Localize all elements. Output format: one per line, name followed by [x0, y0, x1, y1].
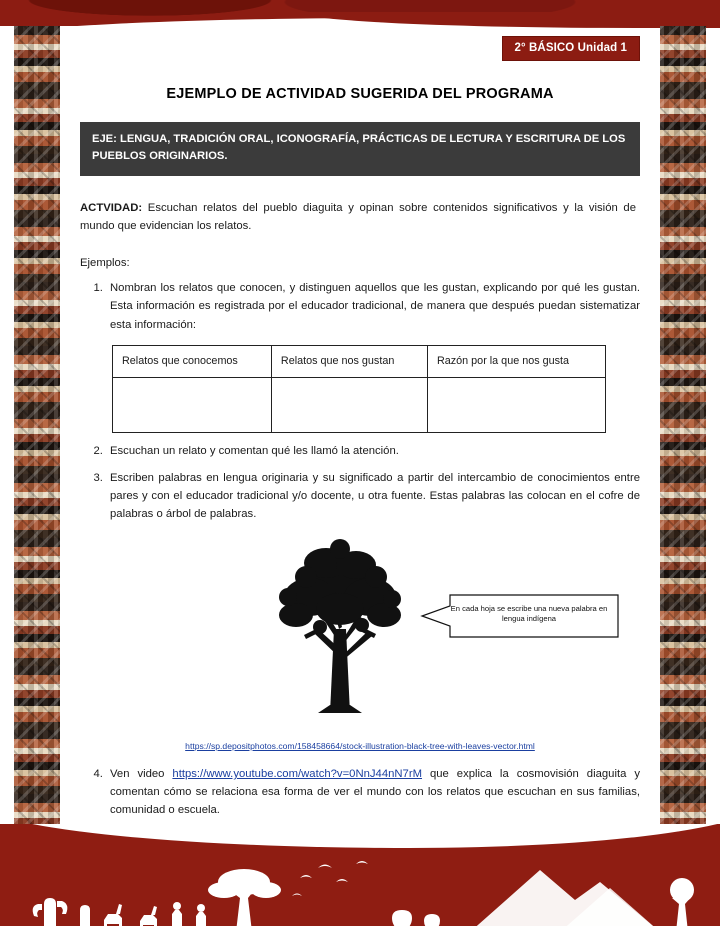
table-row — [113, 377, 606, 432]
right-ethnic-border — [660, 26, 706, 826]
list-item — [106, 765, 640, 819]
callout-arrow — [420, 593, 620, 639]
activity-paragraph — [80, 200, 640, 236]
list-item — [106, 279, 640, 432]
unit-badge: 2° BÁSICO Unidad 1 — [502, 36, 640, 61]
table-cell — [271, 377, 427, 432]
image-credit-link[interactable]: https://sp.depositphotos.com/158458664/stock-illustration-black-tree-with-leaves-vector.html — [185, 741, 535, 752]
page-title: EJEMPLO DE ACTIVIDAD SUGERIDA DEL PROGRAMA — [166, 86, 554, 102]
table-cell — [427, 377, 605, 432]
examples-list — [80, 279, 640, 523]
example-4-prefix: Ven video — [110, 768, 173, 781]
eje-banner: EJE: LENGUA, TRADICIÓN ORAL, ICONOGRAFÍA, PRÁCTICAS DE LECTURA Y ESCRITURA DE LOS PUEBLOS ORIGINARIOS. — [80, 122, 640, 176]
table-cell — [113, 377, 272, 432]
example-4-suffix: que explica la cosmovisión diaguita y comentan cómo se relaciona esa forma de ver el mundo con los relatos que escuchan en sus familias, comunidad o escuela. — [110, 768, 640, 817]
tree-icon — [260, 537, 420, 722]
table-col-header: Relatos que nos gustan — [271, 345, 427, 377]
callout-text: En cada hoja se escribe una nueva palabra en lengua indígena — [450, 604, 608, 624]
left-ethnic-border — [14, 26, 60, 826]
activity-text: Escuchan relatos del pueblo diaguita y opinan sobre contenidos significativos y la visión de mundo que evidencian los relatos. — [80, 201, 636, 232]
examples-label: Ejemplos: — [80, 257, 130, 270]
table-col-header: Razón por la que nos gusta — [427, 345, 605, 377]
list-item: 2. Escuchan un relato y comentan qué les llamó la atención. — [106, 442, 640, 460]
bottom-white-curve — [0, 824, 720, 848]
activity-label: ACTVIDAD: — [80, 201, 143, 214]
tree-illustration — [260, 537, 420, 722]
youtube-link[interactable]: https://www.youtube.com/watch?v=0NnJ44nN7rM — [172, 768, 423, 781]
relatos-table — [112, 345, 606, 433]
table-body — [113, 377, 606, 432]
table-header-row — [113, 345, 606, 377]
figure-tree — [80, 537, 640, 737]
landscape-silhouette — [0, 848, 720, 932]
table-col-header: Relatos que conocemos — [113, 345, 272, 377]
bottom-decorative-band — [0, 824, 720, 932]
list-item: 3. Escriben palabras en lengua originaria y su significado a partir del intercambio de conocimientos entre pares y con el educador tradicional y/o docente, u otra fuente. Estas palabras las colocan en el cofre de palabras o árbol de palabras. — [106, 469, 640, 523]
example-1-text: Nombran los relatos que conocen, y distinguen aquellos que les gustan, explicando por qué les gustan. Esta información es registrada por el educador tradicional, de manera que después puedan sistematizar esta información: — [110, 282, 640, 331]
right-border-glyphs — [660, 26, 706, 826]
document-content — [80, 26, 640, 819]
table-head — [113, 345, 606, 377]
left-border-glyphs — [14, 26, 60, 826]
examples-list-continued — [80, 765, 640, 819]
